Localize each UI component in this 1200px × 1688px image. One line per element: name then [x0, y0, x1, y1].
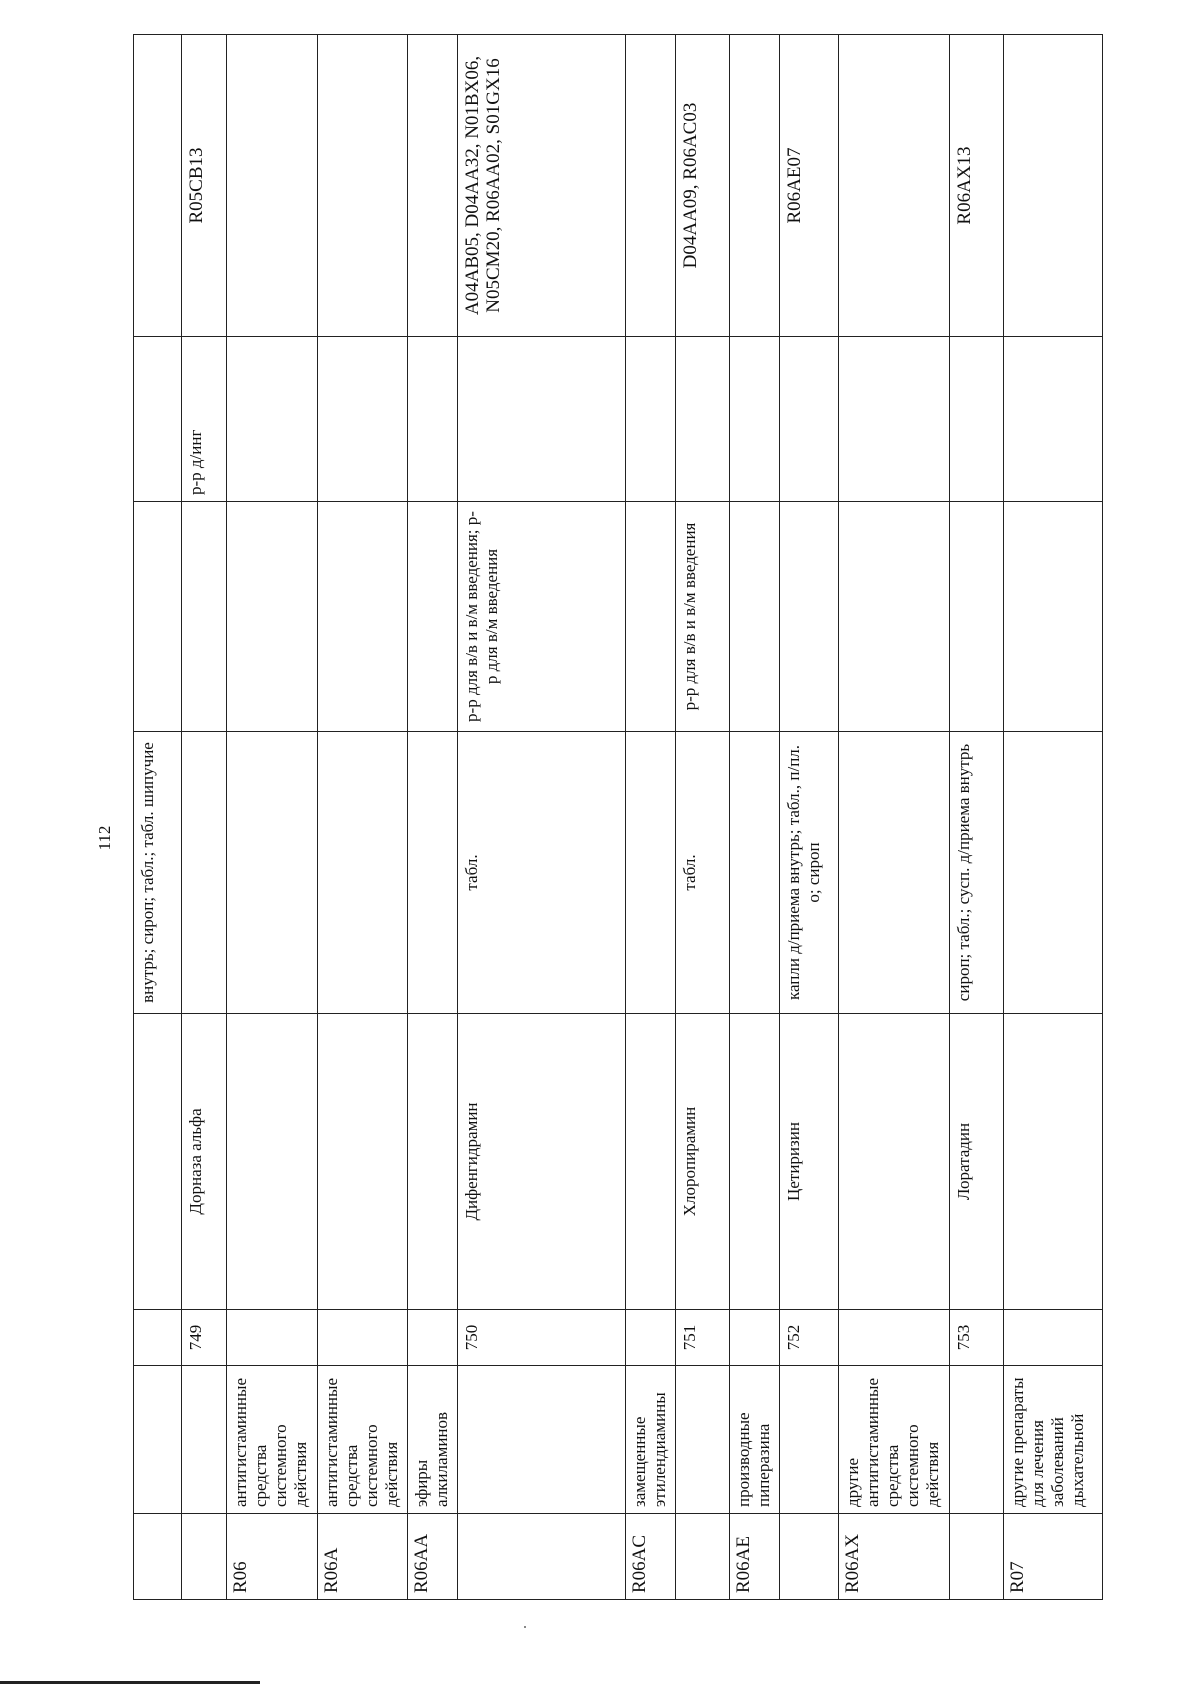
cell-code	[949, 1514, 1003, 1600]
cell-group: другие препараты для лечения заболеваний дыхательной	[1003, 1366, 1102, 1514]
cell-forms-2: р-р для в/в и в/м введения; р-р для в/м введения	[458, 502, 625, 732]
cell-code: R06AX	[838, 1514, 949, 1600]
cell-atc: R06AX13	[949, 35, 1003, 337]
cell-num	[1003, 1310, 1102, 1366]
cell-name	[838, 1014, 949, 1310]
cell-forms-2	[408, 502, 458, 732]
cell-group: антигистаминные средства системного действия	[317, 1366, 408, 1514]
cell-code: R06AA	[408, 1514, 458, 1600]
cell-forms-3	[949, 337, 1003, 502]
cell-forms-2	[317, 502, 408, 732]
table-row	[458, 35, 625, 1600]
cell-forms-3	[1003, 337, 1102, 502]
cell-num	[134, 1310, 182, 1366]
cell-group	[675, 1366, 729, 1514]
cell-num: 752	[779, 1310, 838, 1366]
cell-group: замещенные этилендиамины	[625, 1366, 675, 1514]
cell-name	[134, 1014, 182, 1310]
cell-atc	[838, 35, 949, 337]
cell-num: 753	[949, 1310, 1003, 1366]
cell-forms-2	[838, 502, 949, 732]
scan-speck	[524, 1626, 526, 1628]
cell-name	[317, 1014, 408, 1310]
cell-forms-1	[317, 732, 408, 1014]
cell-forms-1	[625, 732, 675, 1014]
cell-forms-1: капли д/приема внутрь; табл., п/пл. о; сироп	[779, 732, 838, 1014]
cell-atc	[317, 35, 408, 337]
cell-atc	[625, 35, 675, 337]
cell-forms-2	[625, 502, 675, 732]
cell-atc: R05CB13	[181, 35, 226, 337]
cell-num	[729, 1310, 779, 1366]
cell-code	[134, 1514, 182, 1600]
cell-num: 749	[181, 1310, 226, 1366]
cell-forms-3	[779, 337, 838, 502]
cell-forms-2	[181, 502, 226, 732]
cell-forms-3	[838, 337, 949, 502]
cell-code: R06AC	[625, 1514, 675, 1600]
cell-forms-3	[458, 337, 625, 502]
cell-forms-2	[729, 502, 779, 732]
cell-forms-1	[838, 732, 949, 1014]
cell-group	[949, 1366, 1003, 1514]
cell-atc	[729, 35, 779, 337]
cell-code: R06	[226, 1514, 317, 1600]
drug-table	[133, 34, 1103, 1600]
cell-group	[181, 1366, 226, 1514]
cell-code	[458, 1514, 625, 1600]
cell-forms-3	[317, 337, 408, 502]
cell-forms-1: внутрь; сироп; табл.; табл. шипучие	[134, 732, 182, 1014]
cell-forms-2	[1003, 502, 1102, 732]
cell-forms-2: р-р для в/в и в/м введения	[675, 502, 729, 732]
table-row	[675, 35, 729, 1600]
cell-forms-1	[1003, 732, 1102, 1014]
table-row	[226, 35, 317, 1600]
cell-forms-2	[226, 502, 317, 732]
cell-num	[838, 1310, 949, 1366]
table-row	[779, 35, 838, 1600]
cell-code: R06AE	[729, 1514, 779, 1600]
cell-code: R07	[1003, 1514, 1102, 1600]
cell-num	[408, 1310, 458, 1366]
cell-forms-1: табл.	[458, 732, 625, 1014]
table-row	[1003, 35, 1102, 1600]
table-row	[317, 35, 408, 1600]
cell-num: 750	[458, 1310, 625, 1366]
cell-forms-2	[779, 502, 838, 732]
cell-forms-1	[729, 732, 779, 1014]
table-row	[181, 35, 226, 1600]
cell-forms-3: р-р д/инг	[181, 337, 226, 502]
scan-edge-line	[0, 1681, 260, 1684]
cell-forms-3	[134, 337, 182, 502]
cell-forms-3	[226, 337, 317, 502]
table-row	[625, 35, 675, 1600]
table-row	[729, 35, 779, 1600]
cell-num	[625, 1310, 675, 1366]
table-row	[134, 35, 182, 1600]
cell-forms-1	[181, 732, 226, 1014]
cell-forms-2	[949, 502, 1003, 732]
cell-name	[625, 1014, 675, 1310]
cell-atc: R06AE07	[779, 35, 838, 337]
cell-forms-1	[226, 732, 317, 1014]
cell-num	[226, 1310, 317, 1366]
table-rotated-container	[133, 35, 1103, 1600]
cell-atc	[226, 35, 317, 337]
cell-forms-3	[729, 337, 779, 502]
cell-code	[181, 1514, 226, 1600]
table-row	[949, 35, 1003, 1600]
cell-forms-3	[408, 337, 458, 502]
cell-name: Хлоропирамин	[675, 1014, 729, 1310]
cell-group	[134, 1366, 182, 1514]
table-row	[838, 35, 949, 1600]
cell-forms-2	[134, 502, 182, 732]
cell-name: Цетиризин	[779, 1014, 838, 1310]
cell-code	[779, 1514, 838, 1600]
cell-group: антигистаминные средства системного действия	[226, 1366, 317, 1514]
cell-forms-3	[625, 337, 675, 502]
cell-forms-3	[675, 337, 729, 502]
cell-name	[1003, 1014, 1102, 1310]
cell-num: 751	[675, 1310, 729, 1366]
cell-atc	[1003, 35, 1102, 337]
cell-name	[408, 1014, 458, 1310]
page-number: 112	[95, 825, 114, 851]
cell-name	[226, 1014, 317, 1310]
cell-atc	[134, 35, 182, 337]
cell-name: Дорназа альфа	[181, 1014, 226, 1310]
table-row	[408, 35, 458, 1600]
cell-group	[458, 1366, 625, 1514]
cell-code: R06A	[317, 1514, 408, 1600]
cell-name: Дифенгидрамин	[458, 1014, 625, 1310]
cell-group	[779, 1366, 838, 1514]
cell-atc: D04AA09, R06AC03	[675, 35, 729, 337]
cell-group: производные пиперазина	[729, 1366, 779, 1514]
cell-group: другие антигистаминные средства системного действия	[838, 1366, 949, 1514]
cell-code	[675, 1514, 729, 1600]
cell-name	[729, 1014, 779, 1310]
cell-forms-1: табл.	[675, 732, 729, 1014]
cell-num	[317, 1310, 408, 1366]
cell-forms-1: сироп; табл.; сусп. д/приема внутрь	[949, 732, 1003, 1014]
cell-atc: A04AB05, D04AA32, N01BX06, N05CM20, R06AA02, S01GX16	[458, 35, 625, 337]
cell-group: эфиры алкиламинов	[408, 1366, 458, 1514]
cell-atc	[408, 35, 458, 337]
cell-forms-1	[408, 732, 458, 1014]
cell-name: Лоратадин	[949, 1014, 1003, 1310]
